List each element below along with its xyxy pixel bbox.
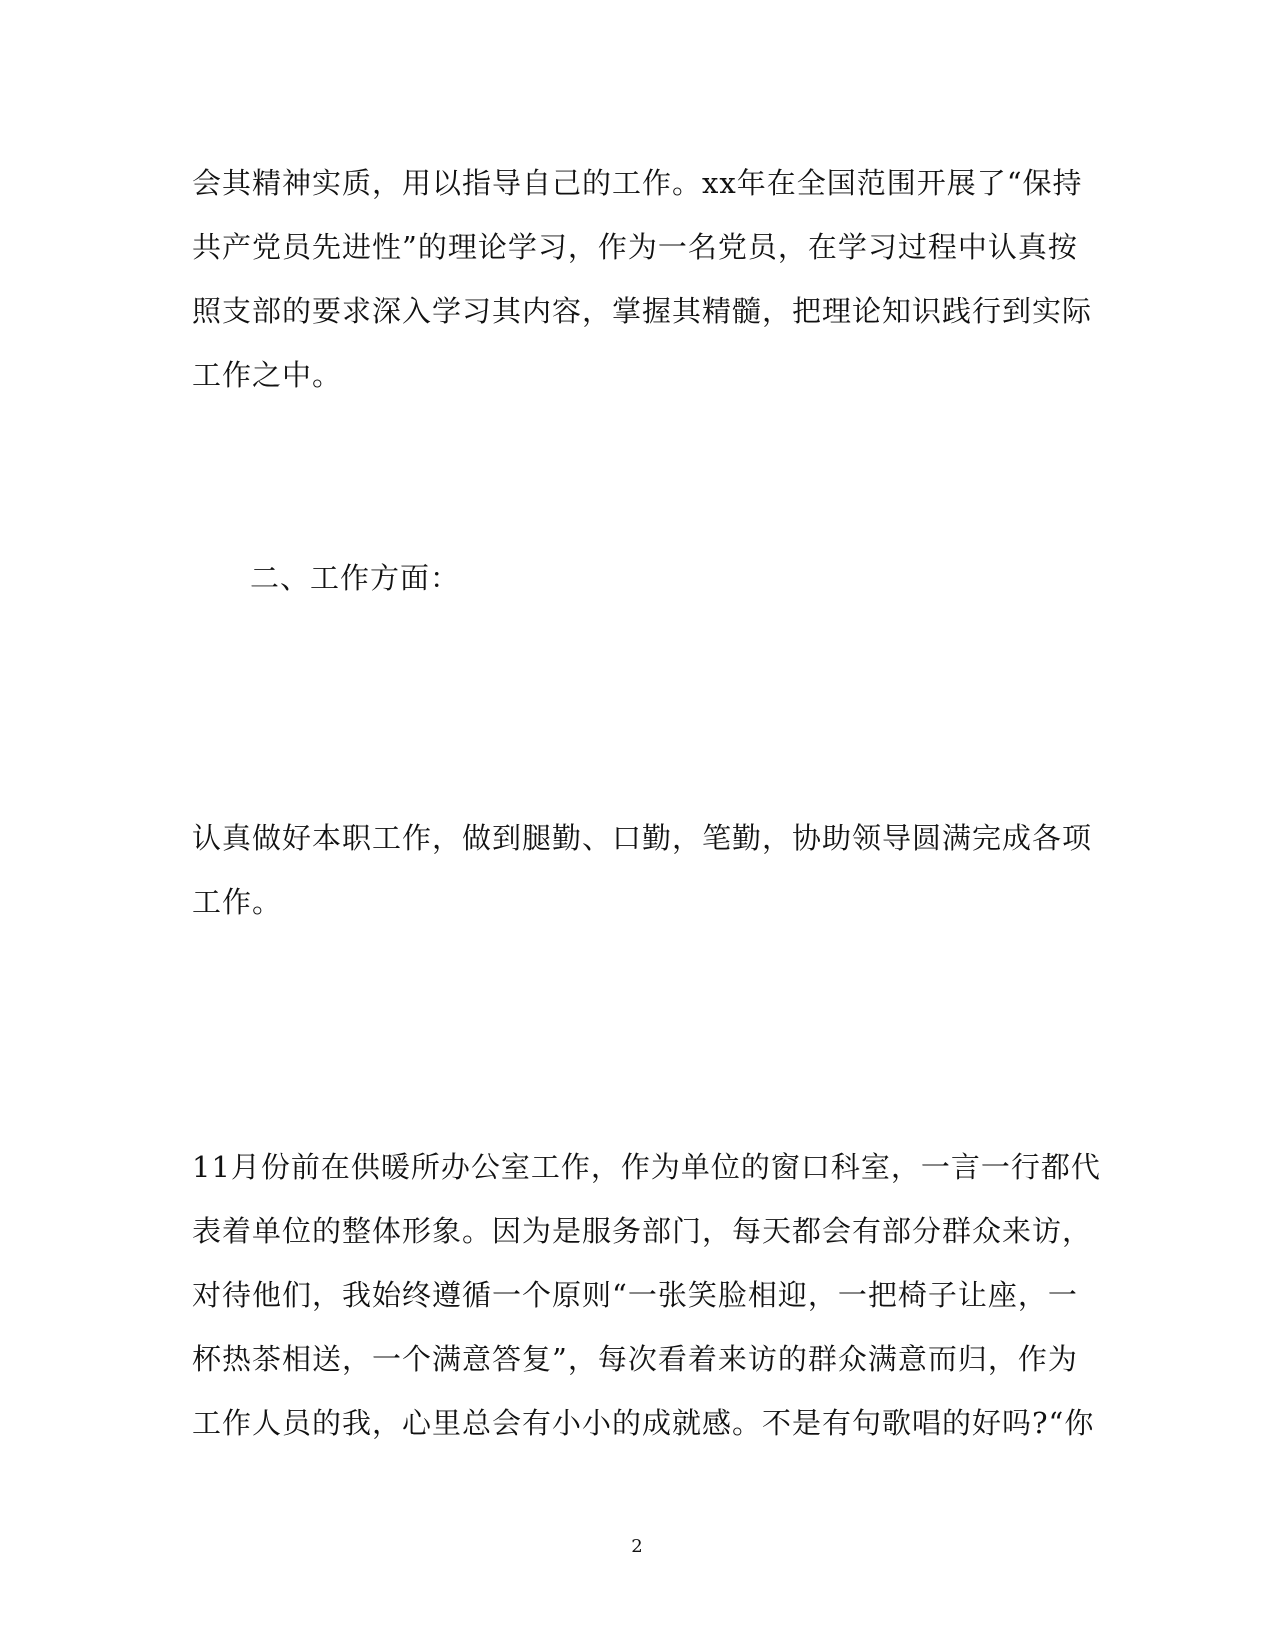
paragraph-3-line-2: 表着单位的整体形象。因为是服务部门，每天都会有部分群众来访， (192, 1214, 1093, 1248)
paragraph-3-line-5: 工作人员的我，心里总会有小小的成就感。不是有句歌唱的好吗?“你 (192, 1406, 1095, 1440)
page-number: 2 (631, 1536, 643, 1557)
paragraph-3-line-1: 11月份前在供暖所办公室工作，作为单位的窗口科室，一言一行都代 (192, 1150, 1101, 1184)
paragraph-1-line-2: 共产党员先进性”的理论学习，作为一名党员，在学习过程中认真按 (192, 230, 1078, 264)
paragraph-1-line-3: 照支部的要求深入学习其内容，掌握其精髓，把理论知识践行到实际 (192, 294, 1093, 328)
paragraph-3-line-3: 对待他们，我始终遵循一个原则“一张笑脸相迎，一把椅子让座，一 (192, 1278, 1078, 1312)
paragraph-2-line-1: 认真做好本职工作，做到腿勤、口勤，笔勤，协助领导圆满完成各项 (192, 821, 1093, 855)
paragraph-2-line-2: 工作。 (192, 885, 283, 919)
paragraph-1-line-1: 会其精神实质，用以指导自己的工作。xx年在全国范围开展了“保持 (192, 166, 1083, 200)
paragraph-1-line-4: 工作之中。 (192, 358, 343, 392)
paragraph-3-line-4: 杯热茶相送，一个满意答复”，每次看着来访的群众满意而归，作为 (192, 1342, 1078, 1376)
section-heading-work: 二、工作方面： (250, 561, 461, 595)
